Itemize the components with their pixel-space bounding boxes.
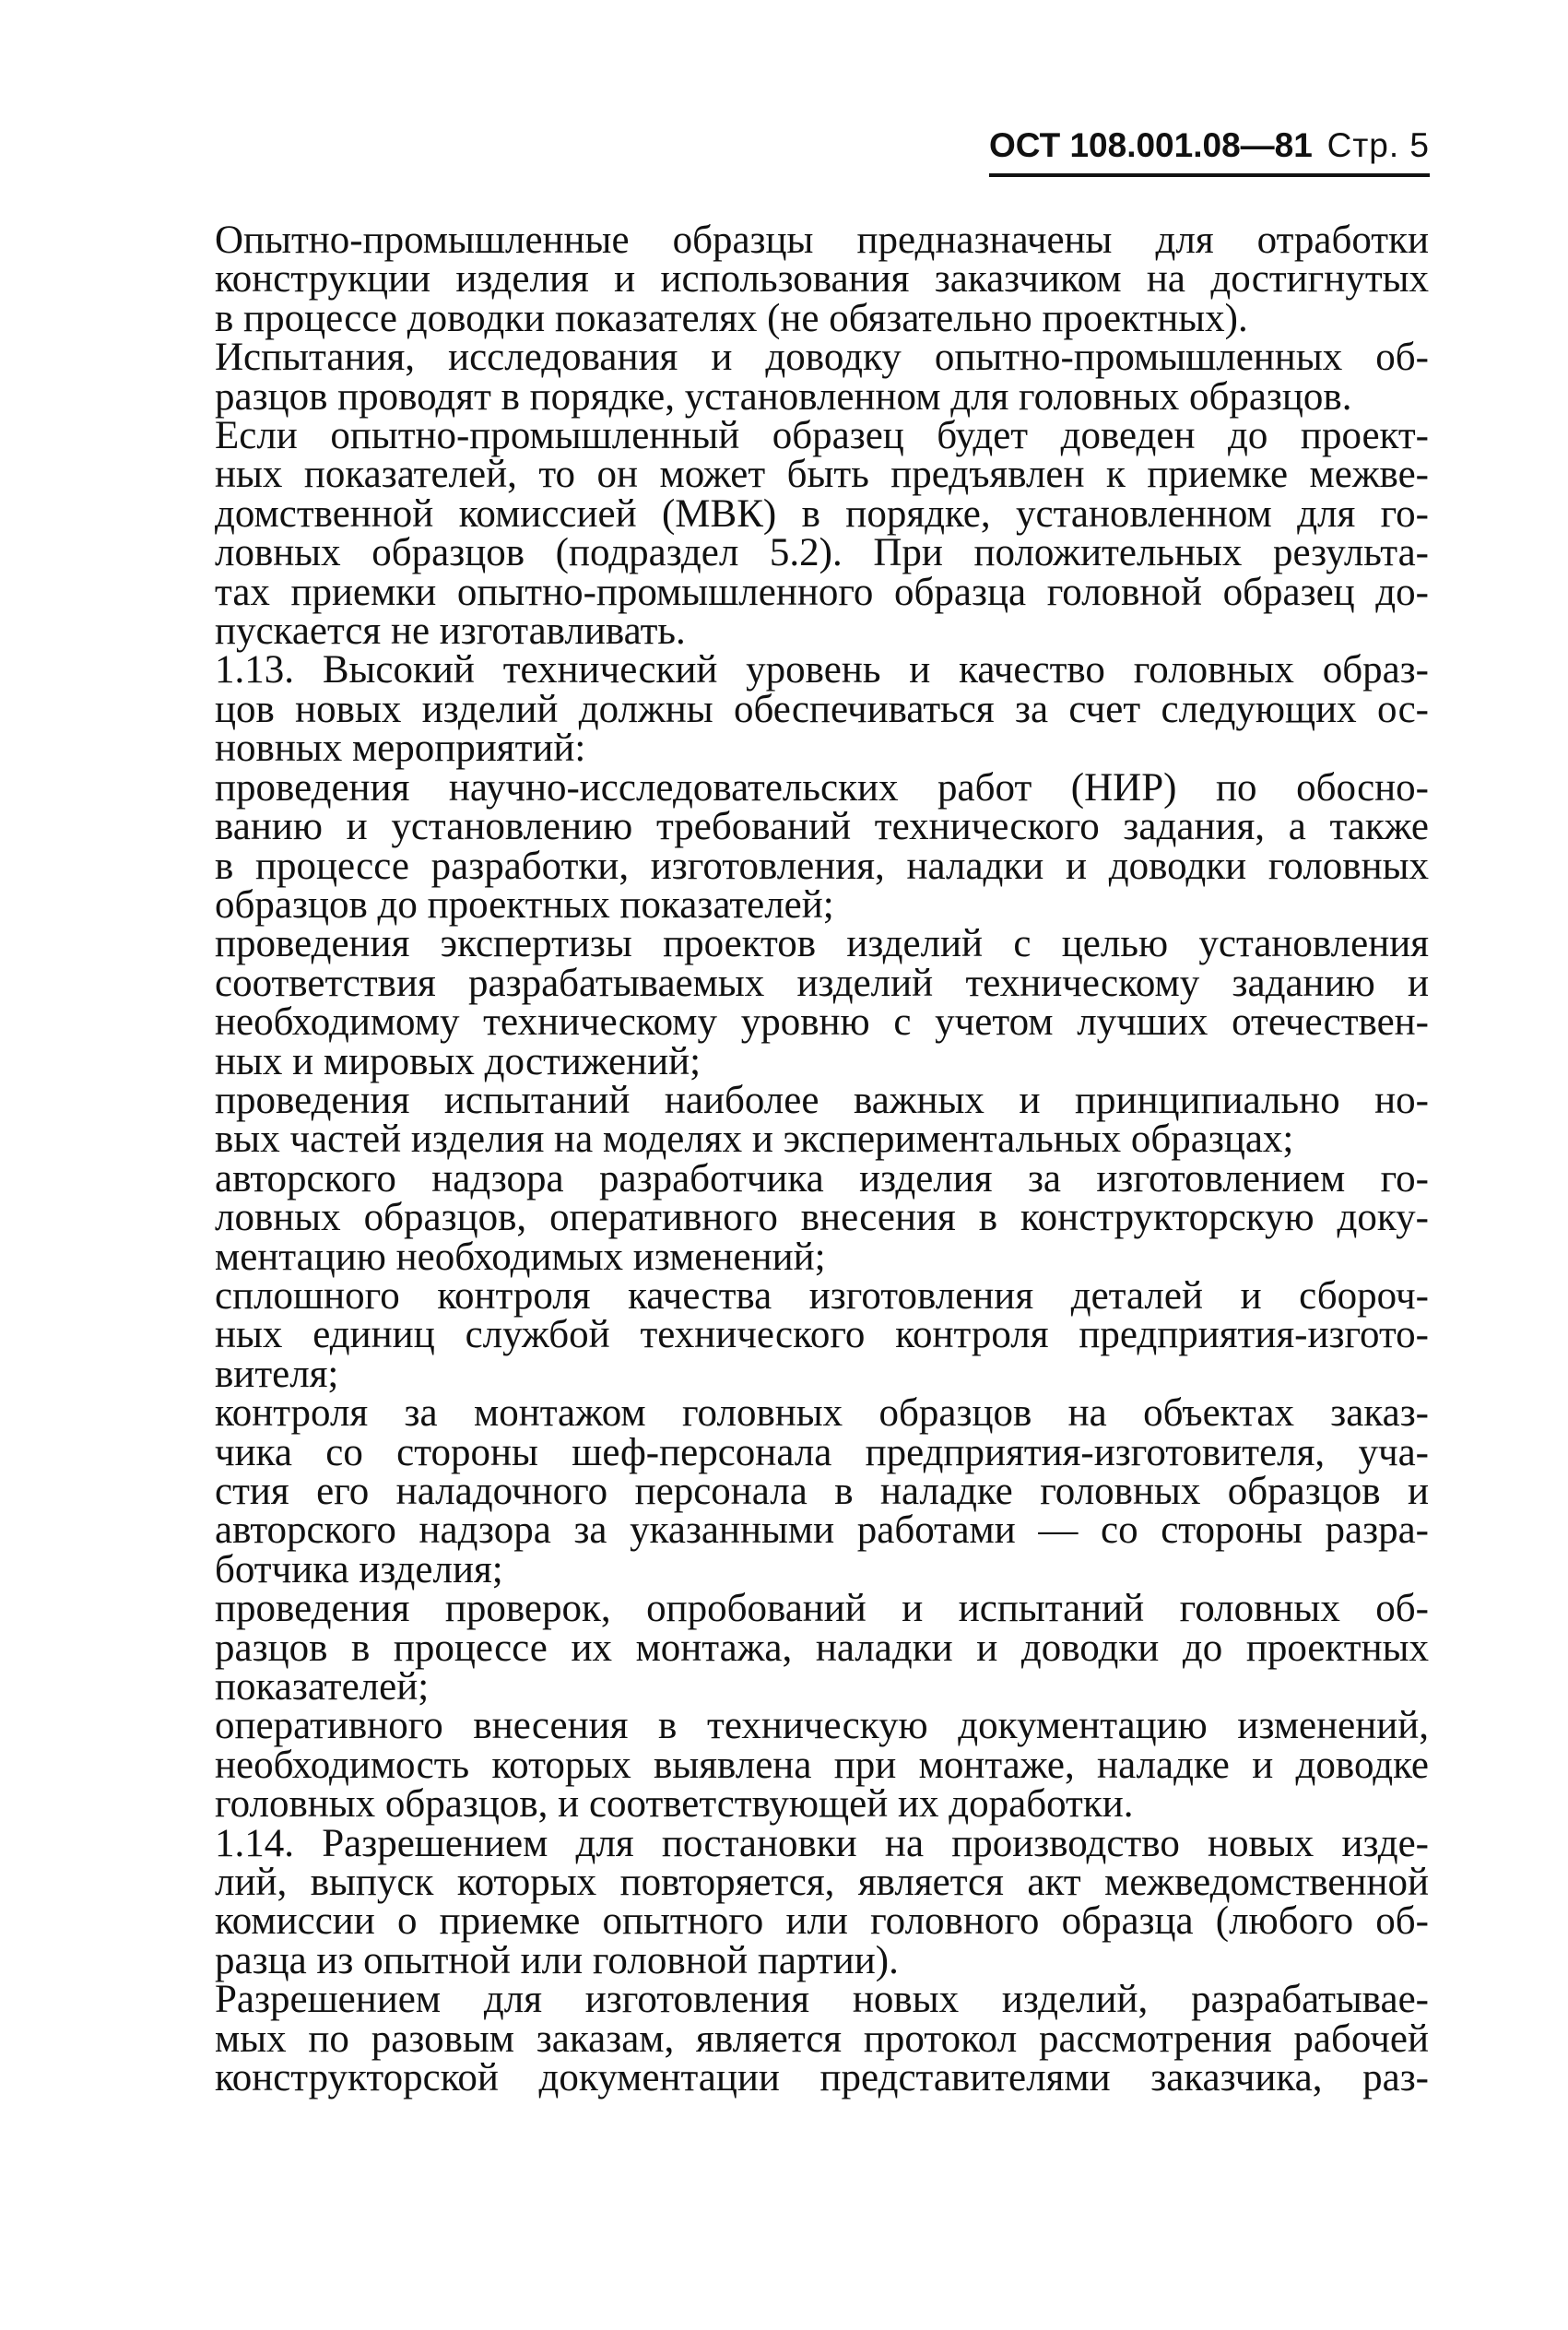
text-line: конструкторской документации представителями заказчика, раз- bbox=[215, 2056, 1429, 2100]
text-line: разцов в процессе их монтажа, наладки и доводки до проектных bbox=[215, 1626, 1429, 1670]
text-line: 1.13. Высокий технический уровень и качество головных образ- bbox=[215, 648, 1429, 692]
text-line: разцов проводят в порядке, установленном для головных образцов. bbox=[215, 374, 1352, 419]
text-line: авторского надзора за указанными работами — со стороны разра- bbox=[215, 1508, 1429, 1553]
text-line: 1.14. Разрешением для постановки на производство новых изде- bbox=[215, 1821, 1429, 1865]
text-line: проведения научно-исследовательских работ (НИР) по обосно- bbox=[215, 765, 1429, 810]
text-line: вителя; bbox=[215, 1352, 339, 1396]
text-line: Разрешением для изготовления новых изделий, разрабатывае- bbox=[215, 1978, 1429, 2022]
text-line: образцов до проектных показателей; bbox=[215, 882, 834, 927]
list-item bbox=[152, 1078, 1429, 1162]
text-line: проведения испытаний наиболее важных и принципиально но- bbox=[215, 1078, 1429, 1122]
text-line: оперативного внесения в техническую документацию изменений, bbox=[215, 1704, 1429, 1748]
text-line: комиссии о приемке опытного или головного образца (любого об- bbox=[215, 1899, 1429, 1944]
text-line: проведения экспертизы проектов изделий с целью установления bbox=[215, 922, 1429, 966]
text-line: необходимость которых выявлена при монтаже, наладке и доводке bbox=[215, 1743, 1429, 1787]
text-line: в процессе разработки, изготовления, наладки и доводки головных bbox=[215, 844, 1429, 888]
text-line: в процессе доводки показателях (не обязательно проектных). bbox=[215, 296, 1248, 340]
text-line: соответствия разрабатываемых изделий техническому заданию и bbox=[215, 961, 1429, 1005]
text-line: Испытания, исследования и доводку опытно-промышленных об- bbox=[215, 336, 1429, 380]
text-line: головных образцов, и соответствующей их доработки. bbox=[215, 1782, 1134, 1827]
list-item bbox=[152, 1391, 1429, 1591]
paragraph bbox=[152, 1978, 1429, 2100]
text-line: авторского надзора разработчика изделия за изготовлением го- bbox=[215, 1156, 1429, 1200]
list-item bbox=[152, 1587, 1429, 1709]
list-item bbox=[152, 765, 1429, 927]
text-line: новных мероприятий: bbox=[215, 727, 586, 771]
text-line: мых по разовым заказам, является протокол рассмотрения рабочей bbox=[215, 2017, 1429, 2061]
page-header bbox=[989, 118, 1430, 177]
text-line: ных единиц службой технического контроля предприятия-изгото- bbox=[215, 1313, 1429, 1357]
text-line: домственной комиссией (МВК) в порядке, установленном для го- bbox=[215, 491, 1429, 536]
text-line: Если опытно-промышленный образец будет доведен до проект- bbox=[215, 414, 1429, 458]
text-line: конструкции изделия и использования заказчиком на достигнутых bbox=[215, 257, 1429, 302]
text-line: разца из опытной или головной партии). bbox=[215, 1938, 899, 1982]
text-line: ловных образцов (подраздел 5.2). При положительных результа- bbox=[215, 531, 1429, 575]
text-line: цов новых изделий должны обеспечиваться за счет следующих ос- bbox=[215, 687, 1429, 731]
text-line: ловных образцов, оперативного внесения в конструкторскую доку- bbox=[215, 1196, 1429, 1240]
text-line: проведения проверок, опробований и испытаний головных об- bbox=[215, 1587, 1429, 1631]
text-line: показателей; bbox=[215, 1665, 430, 1709]
document-body bbox=[152, 221, 1429, 2099]
text-line: необходимому техническому уровню с учетом лучших отечествен- bbox=[215, 1000, 1429, 1045]
text-line: стия его наладочного персонала в наладке головных образцов и bbox=[215, 1470, 1429, 1513]
text-line: пускается не изготавливать. bbox=[215, 609, 686, 654]
paragraph-1-14 bbox=[152, 1821, 1429, 1982]
text-line: контроля за монтажом головных образцов на объектах заказ- bbox=[215, 1391, 1429, 1436]
text-line: чика со стороны шеф-персонала предприятия-изготовителя, уча- bbox=[215, 1430, 1429, 1474]
page-number: Стр. 5 bbox=[1326, 126, 1430, 164]
text-line: ботчика изделия; bbox=[215, 1547, 503, 1591]
text-line: ментацию необходимых изменений; bbox=[215, 1235, 826, 1279]
text-line: сплошного контроля качества изготовления деталей и сбороч- bbox=[215, 1273, 1429, 1318]
list-item bbox=[152, 1273, 1429, 1396]
paragraph bbox=[152, 414, 1429, 654]
paragraph bbox=[152, 221, 1429, 338]
text-line: лий, выпуск которых повторяется, является акт межведомственной bbox=[215, 1861, 1429, 1905]
text-line: ных показателей, то он может быть предъявлен к приемке межве- bbox=[215, 453, 1429, 497]
list-item bbox=[152, 1704, 1429, 1827]
text-line: ных и мировых достижений; bbox=[215, 1039, 701, 1083]
list-item bbox=[152, 922, 1429, 1083]
text-line: Опытно-промышленные образцы предназначены для отработки bbox=[215, 219, 1429, 262]
text-line: тах приемки опытно-промышленного образца головной образец до- bbox=[215, 570, 1429, 614]
document-code: ОСТ 108.001.08—81 bbox=[989, 126, 1313, 164]
text-line: вых частей изделия на моделях и экспериментальных образцах; bbox=[215, 1118, 1294, 1162]
text-line: ванию и установлению требований технического задания, а также bbox=[215, 805, 1429, 849]
list-item bbox=[152, 1156, 1429, 1279]
paragraph-1-13 bbox=[152, 648, 1429, 771]
paragraph bbox=[152, 338, 1429, 417]
